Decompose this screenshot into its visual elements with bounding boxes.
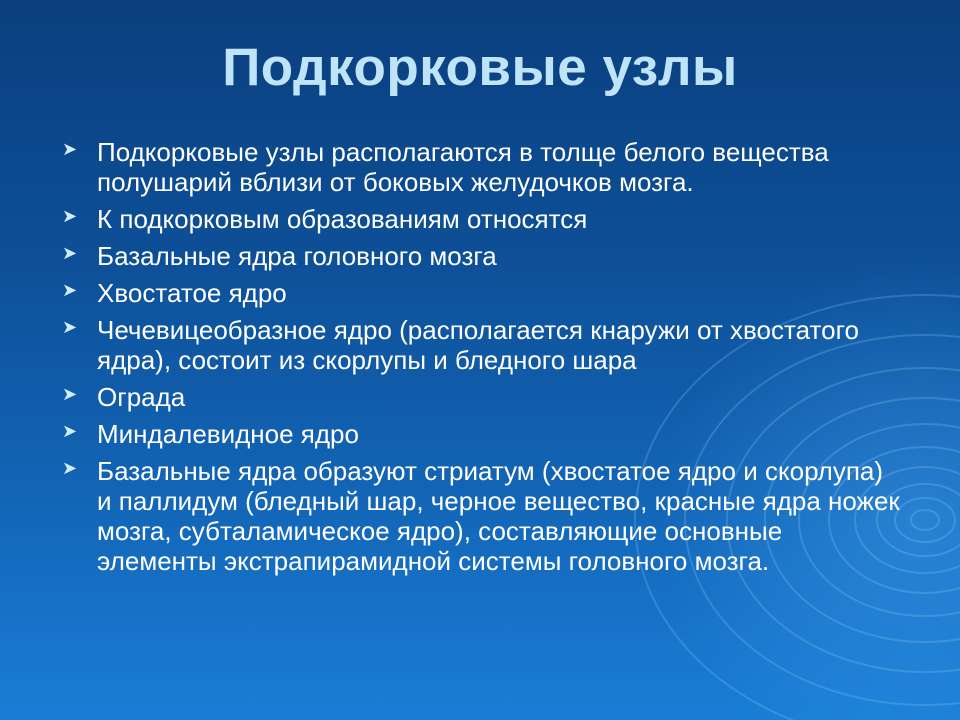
- bullet-text: Миндалевидное ядро: [97, 419, 359, 449]
- bullet-text: Базальные ядра образуют стриатум (хвостатое ядро и скорлупа) и паллидум (бледный шар, черное вещество, красные ядра ножек мозга, субталамическое ядро), составляющие основные элементы экстрапирамидной системы головного мозга.: [97, 456, 900, 576]
- bullet-text: Базальные ядра головного мозга: [97, 241, 497, 271]
- chevron-right-icon: ➤: [62, 384, 78, 404]
- bullet-item: [60, 241, 900, 271]
- bullet-text: Ограда: [97, 382, 186, 412]
- bullet-item: [60, 419, 900, 449]
- bullet-text: Хвостатое ядро: [97, 278, 287, 308]
- chevron-right-icon: ➤: [62, 421, 78, 441]
- chevron-right-icon: ➤: [62, 206, 78, 226]
- chevron-right-icon: ➤: [62, 317, 78, 337]
- bullet-item: [60, 456, 900, 576]
- bullet-text: Чечевицеобразное ядро (располагается кнаружи от хвостатого ядра), состоит из скорлупы и бледного шара: [97, 315, 859, 375]
- chevron-right-icon: ➤: [62, 458, 78, 478]
- chevron-right-icon: ➤: [62, 139, 78, 159]
- bullet-text: Подкорковые узлы располагаются в толще белого вещества полушарий вблизи от боковых желудочков мозга.: [97, 137, 829, 197]
- bullet-item: [60, 315, 900, 375]
- bullet-item: [60, 278, 900, 308]
- bullet-item: [60, 382, 900, 412]
- bullet-item: [60, 204, 900, 234]
- bullet-text: К подкорковым образованиям относятся: [97, 204, 588, 234]
- bullet-list: [60, 137, 900, 583]
- chevron-right-icon: ➤: [62, 243, 78, 263]
- chevron-right-icon: ➤: [62, 280, 78, 300]
- bullet-item: [60, 137, 900, 197]
- slide-title: Подкорковые узлы: [222, 38, 738, 97]
